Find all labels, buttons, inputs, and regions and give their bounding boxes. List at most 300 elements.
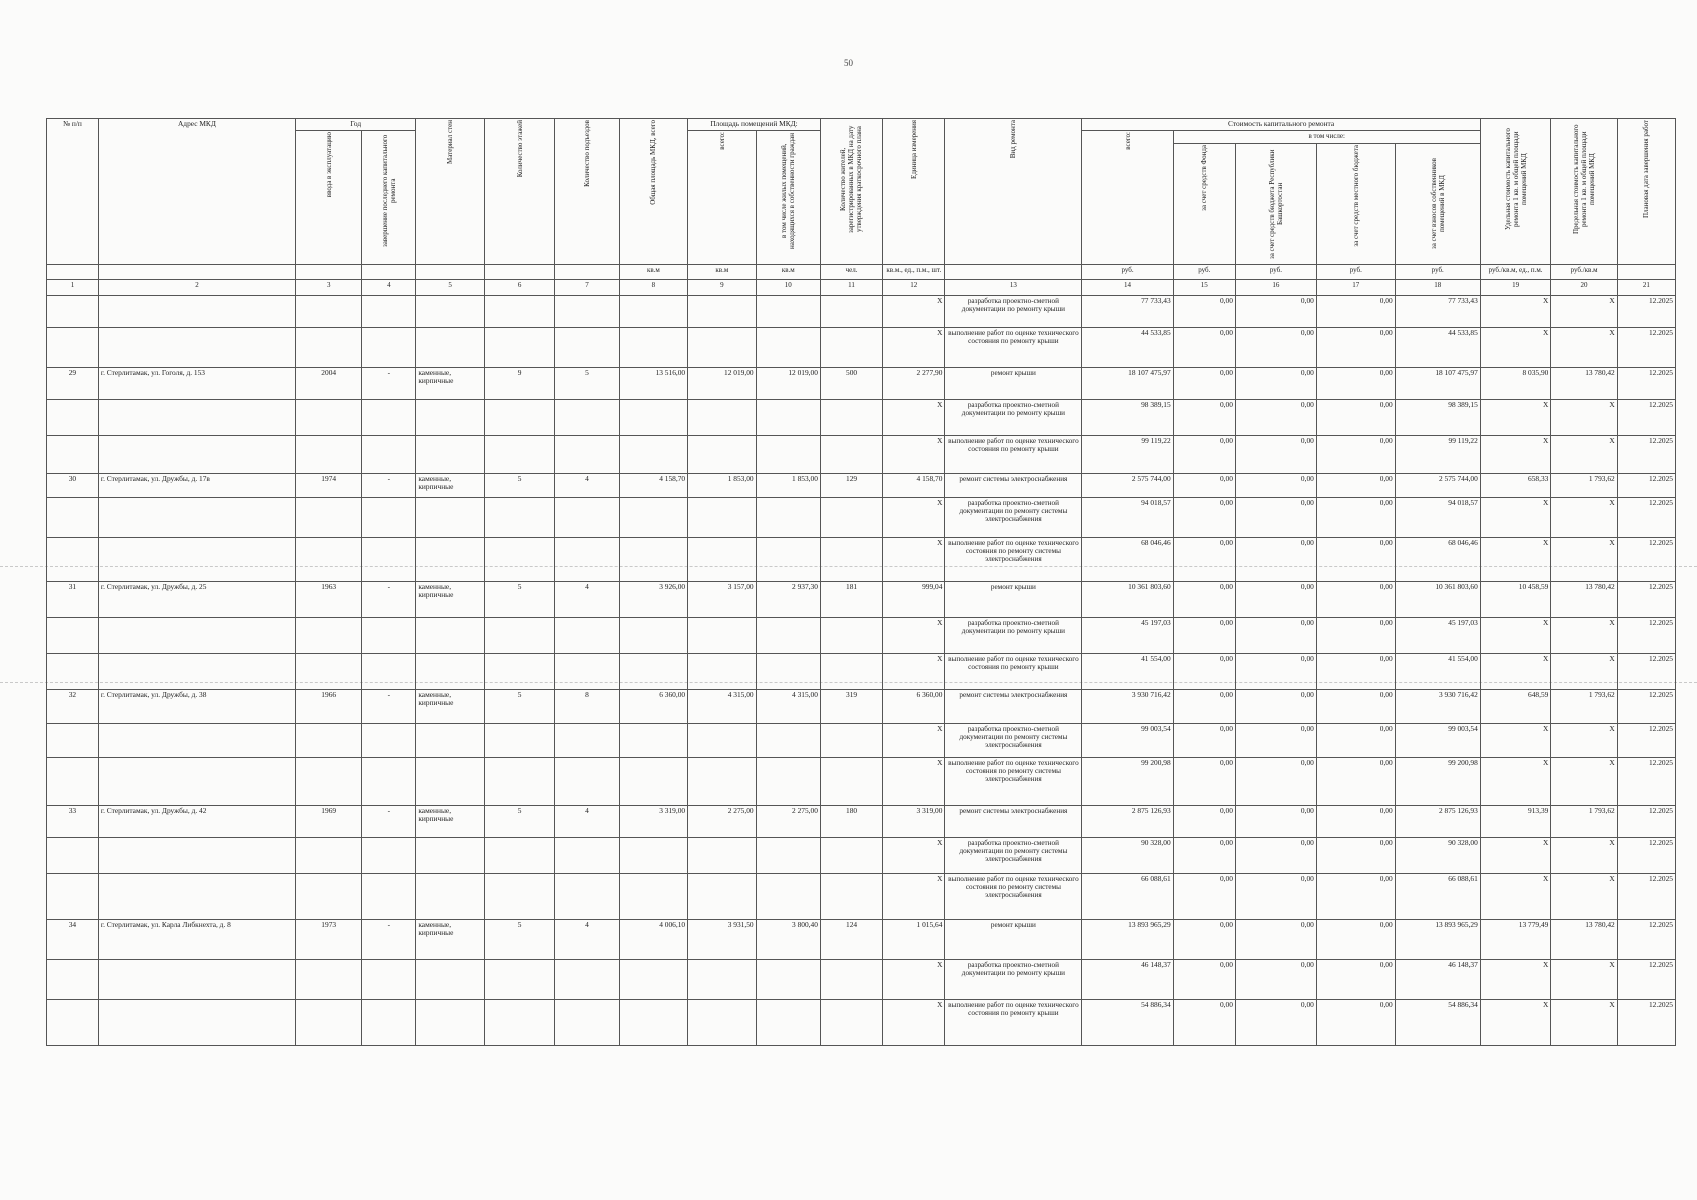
cell-date: 12.2025: [1617, 999, 1675, 1045]
cell-fund: 0,00: [1173, 497, 1235, 537]
cell-area: [619, 497, 687, 537]
cell-work: разработка проектно-сметной документации по ремонту системы электроснабжения: [945, 723, 1082, 757]
cell-fl: 5: [484, 473, 555, 497]
cell-mat: [416, 327, 484, 367]
cell-date: 12.2025: [1617, 537, 1675, 581]
col-num-header: № п/п: [47, 119, 99, 265]
cell-loc: 0,00: [1316, 537, 1395, 581]
cell-ent: [555, 537, 619, 581]
cell-uc: X: [1480, 399, 1551, 435]
cell-ent: [555, 723, 619, 757]
cell-pa: [688, 837, 756, 873]
col-republic-header: за счет средств бюджета Республики Башкортостан: [1235, 143, 1316, 264]
cell-own: 99 200,98: [1395, 757, 1480, 805]
cell-pa: [688, 723, 756, 757]
cell-y1: [296, 653, 362, 689]
cell-mc: 13 780,42: [1551, 919, 1617, 959]
cell-qty: X: [883, 295, 945, 327]
cell-date: 12.2025: [1617, 653, 1675, 689]
cell-mat: каменные, кирпичные: [416, 919, 484, 959]
table-row: [47, 399, 1676, 435]
cell-mat: [416, 537, 484, 581]
table-row: [47, 873, 1676, 919]
cell-mat: [416, 723, 484, 757]
cell-work: ремонт крыши: [945, 581, 1082, 617]
cell-addr: [98, 999, 295, 1045]
cell-area: 6 360,00: [619, 689, 687, 723]
cell-own: 41 554,00: [1395, 653, 1480, 689]
cell-y2: [362, 959, 416, 999]
cell-addr: [98, 435, 295, 473]
cell-loc: 0,00: [1316, 653, 1395, 689]
table-row-house: [47, 473, 1676, 497]
cell-qty: X: [883, 537, 945, 581]
table-row: [47, 497, 1676, 537]
cell-res: [820, 653, 882, 689]
cell-mc: 1 793,62: [1551, 689, 1617, 723]
cell-uc: X: [1480, 837, 1551, 873]
cell-res: 319: [820, 689, 882, 723]
table-row-house: [47, 919, 1676, 959]
cell-fund: 0,00: [1173, 757, 1235, 805]
cell-y2: [362, 837, 416, 873]
cell-res: [820, 435, 882, 473]
cell-qty: X: [883, 399, 945, 435]
cell-res: [820, 837, 882, 873]
cell-pa: [688, 435, 756, 473]
cell-y2: -: [362, 919, 416, 959]
cell-fund: 0,00: [1173, 617, 1235, 653]
cell-y1: 1973: [296, 919, 362, 959]
cell-fund: 0,00: [1173, 689, 1235, 723]
cell-num: [47, 537, 99, 581]
table-row: [47, 295, 1676, 327]
cell-y1: [296, 873, 362, 919]
cell-fl: [484, 537, 555, 581]
cell-area: [619, 653, 687, 689]
cell-pa: 4 315,00: [688, 689, 756, 723]
cell-fl: [484, 295, 555, 327]
cell-num: 33: [47, 805, 99, 837]
cell-own: 98 389,15: [1395, 399, 1480, 435]
table-row: [47, 959, 1676, 999]
cell-area: [619, 617, 687, 653]
table-row-house: [47, 689, 1676, 723]
cell-qty: X: [883, 837, 945, 873]
cell-total: 99 003,54: [1082, 723, 1173, 757]
cell-num: [47, 723, 99, 757]
cell-num: [47, 873, 99, 919]
cell-total: 94 018,57: [1082, 497, 1173, 537]
cell-rep: 0,00: [1235, 805, 1316, 837]
cell-ent: [555, 959, 619, 999]
cell-ent: 4: [555, 473, 619, 497]
cell-own: 44 533,85: [1395, 327, 1480, 367]
cell-work: ремонт крыши: [945, 367, 1082, 399]
cell-total: 18 107 475,97: [1082, 367, 1173, 399]
cell-area: [619, 435, 687, 473]
cell-ent: [555, 399, 619, 435]
cell-own: 10 361 803,60: [1395, 581, 1480, 617]
cell-addr: [98, 327, 295, 367]
header-row-1: [47, 119, 1676, 131]
cell-fund: 0,00: [1173, 805, 1235, 837]
cell-num: [47, 617, 99, 653]
cell-fund: 0,00: [1173, 959, 1235, 999]
cell-work: ремонт крыши: [945, 919, 1082, 959]
cell-pr: [756, 537, 820, 581]
cell-date: 12.2025: [1617, 367, 1675, 399]
cell-pa: 1 853,00: [688, 473, 756, 497]
cell-loc: 0,00: [1316, 959, 1395, 999]
col-year-commission-header: ввода в эксплуатацию: [296, 130, 362, 264]
cell-rep: 0,00: [1235, 689, 1316, 723]
cell-mc: X: [1551, 653, 1617, 689]
cell-mat: каменные, кирпичные: [416, 473, 484, 497]
cell-fl: [484, 435, 555, 473]
col-unit-cost-header: Удельная стоимость капитального ремонта 1 кв. м общей площади помещений МКД: [1480, 119, 1551, 265]
cell-date: 12.2025: [1617, 805, 1675, 837]
cell-res: [820, 959, 882, 999]
col-floors-header: Количество этажей: [484, 119, 555, 265]
cell-pr: 12 019,00: [756, 367, 820, 399]
cell-date: 12.2025: [1617, 327, 1675, 367]
cell-qty: 6 360,00: [883, 689, 945, 723]
cell-rep: 0,00: [1235, 837, 1316, 873]
units-row: кв.м кв.м кв.м чел. кв.м., ед., п.м., шт. руб. руб. руб. руб. руб. руб./кв.м, ед., п.м. руб./кв.м: [47, 264, 1676, 279]
cell-addr: г. Стерлитамак, ул. Карла Либкнехта, д. 8: [98, 919, 295, 959]
cell-y2: [362, 653, 416, 689]
cell-date: 12.2025: [1617, 959, 1675, 999]
cell-work: выполнение работ по оценке технического состояния по ремонту крыши: [945, 327, 1082, 367]
cell-fl: [484, 959, 555, 999]
cell-ent: 4: [555, 919, 619, 959]
cell-own: 46 148,37: [1395, 959, 1480, 999]
cell-addr: [98, 757, 295, 805]
cell-fl: [484, 653, 555, 689]
cell-work: разработка проектно-сметной документации по ремонту системы электроснабжения: [945, 497, 1082, 537]
cell-num: [47, 327, 99, 367]
cell-addr: [98, 537, 295, 581]
cell-total: 45 197,03: [1082, 617, 1173, 653]
cell-addr: г. Стерлитамак, ул. Дружбы, д. 38: [98, 689, 295, 723]
cell-loc: 0,00: [1316, 581, 1395, 617]
cell-date: 12.2025: [1617, 873, 1675, 919]
cell-uc: X: [1480, 757, 1551, 805]
col-residents-header: Количество жителей, зарегистрированных в МКД на дату утверждения краткосрочного плана: [820, 119, 882, 265]
cell-fl: 9: [484, 367, 555, 399]
cell-ent: [555, 837, 619, 873]
cell-y1: 1966: [296, 689, 362, 723]
cell-pa: [688, 327, 756, 367]
cell-ent: 4: [555, 581, 619, 617]
cell-qty: 1 015,64: [883, 919, 945, 959]
cell-addr: [98, 837, 295, 873]
cell-pa: [688, 399, 756, 435]
cell-work: выполнение работ по оценке технического состояния по ремонту крыши: [945, 653, 1082, 689]
table-row: [47, 757, 1676, 805]
cell-y2: [362, 497, 416, 537]
cell-mc: X: [1551, 837, 1617, 873]
cell-work: ремонт системы электроснабжения: [945, 805, 1082, 837]
cell-fund: 0,00: [1173, 837, 1235, 873]
col-local-header: за счет средств местного бюджета: [1316, 143, 1395, 264]
cell-loc: 0,00: [1316, 689, 1395, 723]
cell-loc: 0,00: [1316, 327, 1395, 367]
cell-work: выполнение работ по оценке технического состояния по ремонту системы электроснабжения: [945, 537, 1082, 581]
cell-uc: X: [1480, 999, 1551, 1045]
cell-mc: X: [1551, 399, 1617, 435]
cell-fund: 0,00: [1173, 581, 1235, 617]
cell-y2: -: [362, 805, 416, 837]
cell-ent: [555, 873, 619, 919]
cell-work: выполнение работ по оценке технического состояния по ремонту системы электроснабжения: [945, 873, 1082, 919]
cell-pa: [688, 757, 756, 805]
cell-y2: [362, 617, 416, 653]
cell-area: [619, 837, 687, 873]
cell-pr: [756, 617, 820, 653]
cell-fl: 5: [484, 919, 555, 959]
col-premises-repair-header: в том числе жилых помещений, находящихся в собственности граждан: [756, 130, 820, 264]
cell-y1: [296, 617, 362, 653]
cell-total: 77 733,43: [1082, 295, 1173, 327]
cell-uc: X: [1480, 959, 1551, 999]
capital-repair-table-sheet: [46, 118, 1676, 1046]
cell-res: [820, 723, 882, 757]
cell-rep: 0,00: [1235, 723, 1316, 757]
cell-uc: X: [1480, 723, 1551, 757]
cell-qty: 999,04: [883, 581, 945, 617]
cell-qty: X: [883, 873, 945, 919]
cell-rep: 0,00: [1235, 367, 1316, 399]
cell-mat: [416, 295, 484, 327]
cell-rep: 0,00: [1235, 757, 1316, 805]
cell-num: 32: [47, 689, 99, 723]
cell-rep: 0,00: [1235, 473, 1316, 497]
cell-own: 13 893 965,29: [1395, 919, 1480, 959]
cell-pa: [688, 617, 756, 653]
cell-y1: [296, 435, 362, 473]
cell-ent: [555, 497, 619, 537]
cell-res: [820, 999, 882, 1045]
table-row: [47, 837, 1676, 873]
cell-pr: [756, 837, 820, 873]
cell-loc: 0,00: [1316, 473, 1395, 497]
cell-fl: [484, 873, 555, 919]
cell-uc: X: [1480, 497, 1551, 537]
cell-y2: [362, 723, 416, 757]
cell-pr: [756, 873, 820, 919]
cell-mat: [416, 757, 484, 805]
cell-mat: каменные, кирпичные: [416, 581, 484, 617]
col-owners-header: за счет взносов собственников помещений в МКД: [1395, 143, 1480, 264]
col-total-area-header: Общая площадь МКД, всего: [619, 119, 687, 265]
cell-num: 30: [47, 473, 99, 497]
cell-mat: [416, 435, 484, 473]
cell-pr: [756, 999, 820, 1045]
cell-ent: [555, 327, 619, 367]
cell-total: 68 046,46: [1082, 537, 1173, 581]
table-row: [47, 617, 1676, 653]
cell-y1: [296, 723, 362, 757]
cell-fund: 0,00: [1173, 919, 1235, 959]
cell-mat: [416, 873, 484, 919]
cell-work: ремонт системы электроснабжения: [945, 689, 1082, 723]
col-unit-header: Единица измерения: [883, 119, 945, 265]
cell-mat: [416, 653, 484, 689]
cell-area: [619, 537, 687, 581]
cell-y2: [362, 327, 416, 367]
cell-uc: X: [1480, 653, 1551, 689]
cell-pa: [688, 653, 756, 689]
cell-y2: -: [362, 473, 416, 497]
cell-addr: [98, 959, 295, 999]
cell-fl: [484, 999, 555, 1045]
cell-qty: X: [883, 617, 945, 653]
cell-fund: 0,00: [1173, 653, 1235, 689]
cell-date: 12.2025: [1617, 919, 1675, 959]
cell-fl: [484, 327, 555, 367]
cell-mc: X: [1551, 723, 1617, 757]
cell-addr: [98, 497, 295, 537]
cell-mc: X: [1551, 497, 1617, 537]
cell-loc: 0,00: [1316, 723, 1395, 757]
cell-pa: [688, 497, 756, 537]
col-work-type-header: Вид ремонта: [945, 119, 1082, 265]
cell-area: 3 319,00: [619, 805, 687, 837]
table-row-house: [47, 367, 1676, 399]
cell-num: [47, 435, 99, 473]
cell-rep: 0,00: [1235, 959, 1316, 999]
col-entrances-header: Количество подъездов: [555, 119, 619, 265]
cell-mc: 13 780,42: [1551, 581, 1617, 617]
cell-uc: X: [1480, 617, 1551, 653]
cell-res: [820, 873, 882, 919]
cell-ent: 4: [555, 805, 619, 837]
cell-y1: 1974: [296, 473, 362, 497]
cell-num: [47, 399, 99, 435]
cell-pr: 3 800,40: [756, 919, 820, 959]
cell-area: [619, 399, 687, 435]
cell-total: 2 875 126,93: [1082, 805, 1173, 837]
cell-mc: X: [1551, 617, 1617, 653]
cell-total: 3 930 716,42: [1082, 689, 1173, 723]
cell-own: 54 886,34: [1395, 999, 1480, 1045]
cell-fl: [484, 837, 555, 873]
cell-total: 10 361 803,60: [1082, 581, 1173, 617]
cell-res: [820, 399, 882, 435]
cell-y2: [362, 757, 416, 805]
cell-fund: 0,00: [1173, 399, 1235, 435]
cell-date: 12.2025: [1617, 435, 1675, 473]
cell-fl: 5: [484, 805, 555, 837]
col-year-last-repair-header: завершение последнего капитального ремонта: [362, 130, 416, 264]
cell-work: разработка проектно-сметной документации по ремонту системы электроснабжения: [945, 837, 1082, 873]
cell-ent: [555, 653, 619, 689]
cell-y1: [296, 999, 362, 1045]
cell-pa: 12 019,00: [688, 367, 756, 399]
cell-date: 12.2025: [1617, 757, 1675, 805]
cell-mat: [416, 837, 484, 873]
table-row: [47, 723, 1676, 757]
cell-rep: 0,00: [1235, 617, 1316, 653]
cell-mc: X: [1551, 537, 1617, 581]
cell-addr: г. Стерлитамак, ул. Дружбы, д. 42: [98, 805, 295, 837]
cell-loc: 0,00: [1316, 999, 1395, 1045]
cell-y2: [362, 537, 416, 581]
cell-own: 94 018,57: [1395, 497, 1480, 537]
col-cost-total-header: всего:: [1082, 130, 1173, 264]
col-address-header: Адрес МКД: [98, 119, 295, 265]
cell-own: 66 088,61: [1395, 873, 1480, 919]
cell-res: 180: [820, 805, 882, 837]
cell-uc: 13 779,49: [1480, 919, 1551, 959]
cell-mc: X: [1551, 873, 1617, 919]
cell-mat: [416, 999, 484, 1045]
cell-rep: 0,00: [1235, 327, 1316, 367]
cell-area: 3 926,00: [619, 581, 687, 617]
cell-pr: [756, 295, 820, 327]
col-max-cost-header: Предельная стоимость капитального ремонта 1 кв. м общей площади помещений МКД: [1551, 119, 1617, 265]
cell-y1: [296, 295, 362, 327]
cell-area: [619, 327, 687, 367]
cell-fl: [484, 757, 555, 805]
table-row: [47, 327, 1676, 367]
cell-loc: 0,00: [1316, 805, 1395, 837]
cell-pr: [756, 653, 820, 689]
cell-total: 54 886,34: [1082, 999, 1173, 1045]
cell-loc: 0,00: [1316, 399, 1395, 435]
cell-fl: [484, 399, 555, 435]
cell-pr: [756, 959, 820, 999]
cell-uc: X: [1480, 873, 1551, 919]
cell-loc: 0,00: [1316, 435, 1395, 473]
cell-qty: X: [883, 435, 945, 473]
cell-rep: 0,00: [1235, 919, 1316, 959]
cell-mc: 13 780,42: [1551, 367, 1617, 399]
cell-mc: X: [1551, 757, 1617, 805]
cell-uc: 658,33: [1480, 473, 1551, 497]
cell-qty: X: [883, 757, 945, 805]
cell-pa: [688, 295, 756, 327]
cell-pa: 3 157,00: [688, 581, 756, 617]
cell-fl: [484, 497, 555, 537]
cell-rep: 0,00: [1235, 653, 1316, 689]
cell-res: 500: [820, 367, 882, 399]
table-row-house: [47, 581, 1676, 617]
cell-rep: 0,00: [1235, 399, 1316, 435]
cell-loc: 0,00: [1316, 367, 1395, 399]
cell-addr: [98, 399, 295, 435]
cell-mc: 1 793,62: [1551, 805, 1617, 837]
cell-mc: X: [1551, 435, 1617, 473]
cell-area: [619, 873, 687, 919]
cell-qty: X: [883, 999, 945, 1045]
cell-y2: [362, 399, 416, 435]
cell-work: ремонт системы электроснабжения: [945, 473, 1082, 497]
cell-uc: 648,59: [1480, 689, 1551, 723]
cell-rep: 0,00: [1235, 873, 1316, 919]
cell-addr: г. Стерлитамак, ул. Гоголя, д. 153: [98, 367, 295, 399]
cell-area: [619, 959, 687, 999]
cell-uc: X: [1480, 295, 1551, 327]
table-row: [47, 999, 1676, 1045]
cell-pr: 1 853,00: [756, 473, 820, 497]
cell-qty: X: [883, 723, 945, 757]
col-year-header: Год: [296, 119, 416, 131]
cell-fund: 0,00: [1173, 999, 1235, 1045]
cell-addr: г. Стерлитамак, ул. Дружбы, д. 17в: [98, 473, 295, 497]
